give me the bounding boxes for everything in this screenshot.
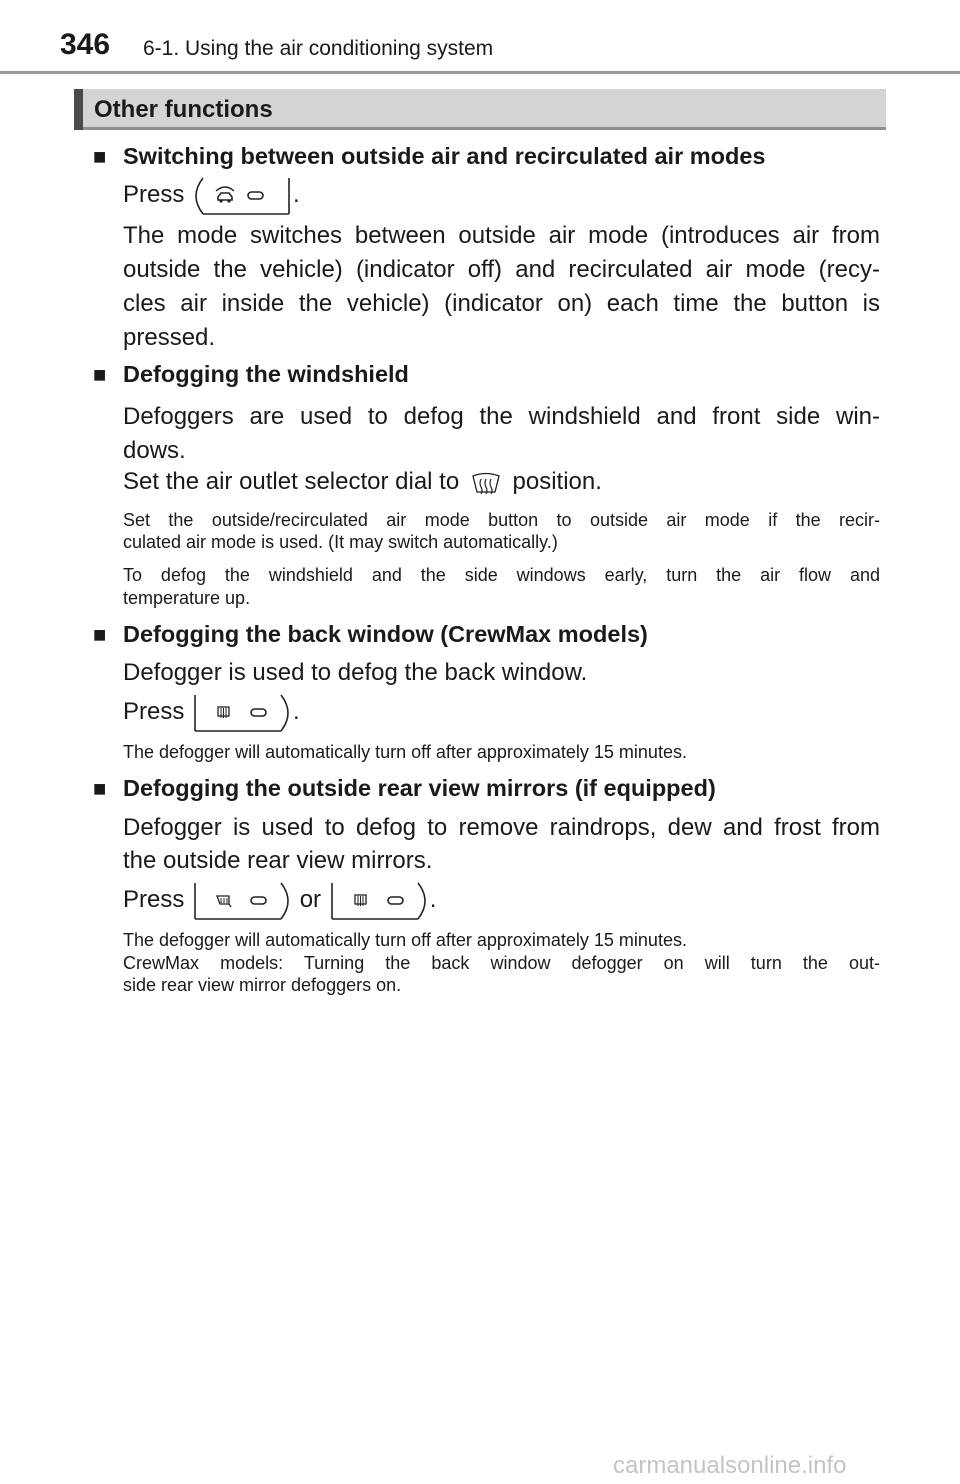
body-line: The mode switches between outside air mode (introduces air from xyxy=(123,222,880,249)
mirror-defogger-button[interactable] xyxy=(193,882,291,920)
or-text: or xyxy=(299,886,322,913)
mirrors-body-line2: the outside rear view mirrors. xyxy=(123,847,433,874)
press-label: Press xyxy=(123,886,185,913)
indicator-light xyxy=(388,897,403,904)
dial-text-before: Set the air outlet selector dial to xyxy=(123,468,460,495)
mirrors-note-line3: side rear view mirror defoggers on. xyxy=(123,975,402,995)
period: . xyxy=(293,181,300,208)
recirculate-button[interactable] xyxy=(193,177,291,215)
chapter-title: 6-1. Using the air conditioning system xyxy=(143,37,494,60)
mirrors-press-row xyxy=(123,880,880,920)
page-header xyxy=(0,0,960,75)
windshield-dial-line xyxy=(123,465,880,499)
mirror-defogger-icon xyxy=(217,896,231,907)
rear-defogger-button-alt[interactable] xyxy=(330,882,428,920)
period: . xyxy=(293,698,300,725)
recirc-body-last: pressed. xyxy=(123,324,216,351)
bullet-marker: ■ xyxy=(93,776,107,801)
indicator-light xyxy=(248,192,263,199)
body-line: outside the vehicle) (indicator off) and recirculated air mode (recy- xyxy=(123,256,880,283)
mirrors-heading: Defogging the outside rear view mirrors (if equipped) xyxy=(123,775,716,801)
back-window-press-row xyxy=(123,692,880,732)
windshield-note-line1: Set the outside/recirculated air mode button to outside air mode if the recir- xyxy=(123,510,880,530)
windshield-note-line2: culated air mode is used. (It may switch automatically.) xyxy=(123,532,558,552)
bullet-marker: ■ xyxy=(93,144,107,169)
indicator-light xyxy=(251,709,266,716)
section-heading-bar xyxy=(74,89,886,130)
mirrors-body-line1: Defogger is used to defog to remove raindrops, dew and frost from xyxy=(123,814,880,841)
bullet-marker: ■ xyxy=(93,622,107,647)
windshield-heading: Defogging the windshield xyxy=(123,361,409,387)
windshield-note-line3: To defog the windshield and the side windows early, turn the air flow and xyxy=(123,565,880,585)
press-label: Press xyxy=(123,698,185,725)
back-window-heading: Defogging the back window (CrewMax models) xyxy=(123,621,648,647)
section-title: Other functions xyxy=(94,96,273,123)
section-accent xyxy=(74,89,83,130)
rear-defogger-icon xyxy=(218,707,229,718)
dial-text-after: position. xyxy=(512,468,602,495)
recirc-heading: Switching between outside air and recirculated air modes xyxy=(123,143,766,169)
windshield-note-line4: temperature up. xyxy=(123,588,251,608)
back-window-note: The defogger will automatically turn off after approximately 15 minutes. xyxy=(123,742,687,762)
rear-defogger-icon xyxy=(355,895,366,906)
period: . xyxy=(429,886,437,913)
windshield-defog-icon xyxy=(470,470,502,496)
recirc-body xyxy=(123,219,880,321)
mirrors-note-line2: CrewMax models: Turning the back window defogger on will turn the out- xyxy=(123,953,880,973)
header-divider xyxy=(0,71,960,74)
bullet-marker: ■ xyxy=(93,362,107,387)
back-window-body: Defogger is used to defog the back window. xyxy=(123,659,588,686)
windshield-body-line2: dows. xyxy=(123,437,186,464)
windshield-body-line1: Defoggers are used to defog the windshield and front side win- xyxy=(123,403,880,430)
mirrors-note-line1: The defogger will automatically turn off after approximately 15 minutes. xyxy=(123,930,687,950)
page-number: 346 xyxy=(60,28,111,61)
indicator-light xyxy=(251,897,266,904)
press-label: Press xyxy=(123,181,185,208)
recirculate-air-icon xyxy=(216,187,234,203)
rear-defogger-button[interactable] xyxy=(193,694,291,732)
recirc-press-row xyxy=(123,175,880,215)
watermark: carmanualsonline.info xyxy=(613,1452,847,1479)
body-line: cles air inside the vehicle) (indicator on) each time the button is xyxy=(123,290,880,317)
